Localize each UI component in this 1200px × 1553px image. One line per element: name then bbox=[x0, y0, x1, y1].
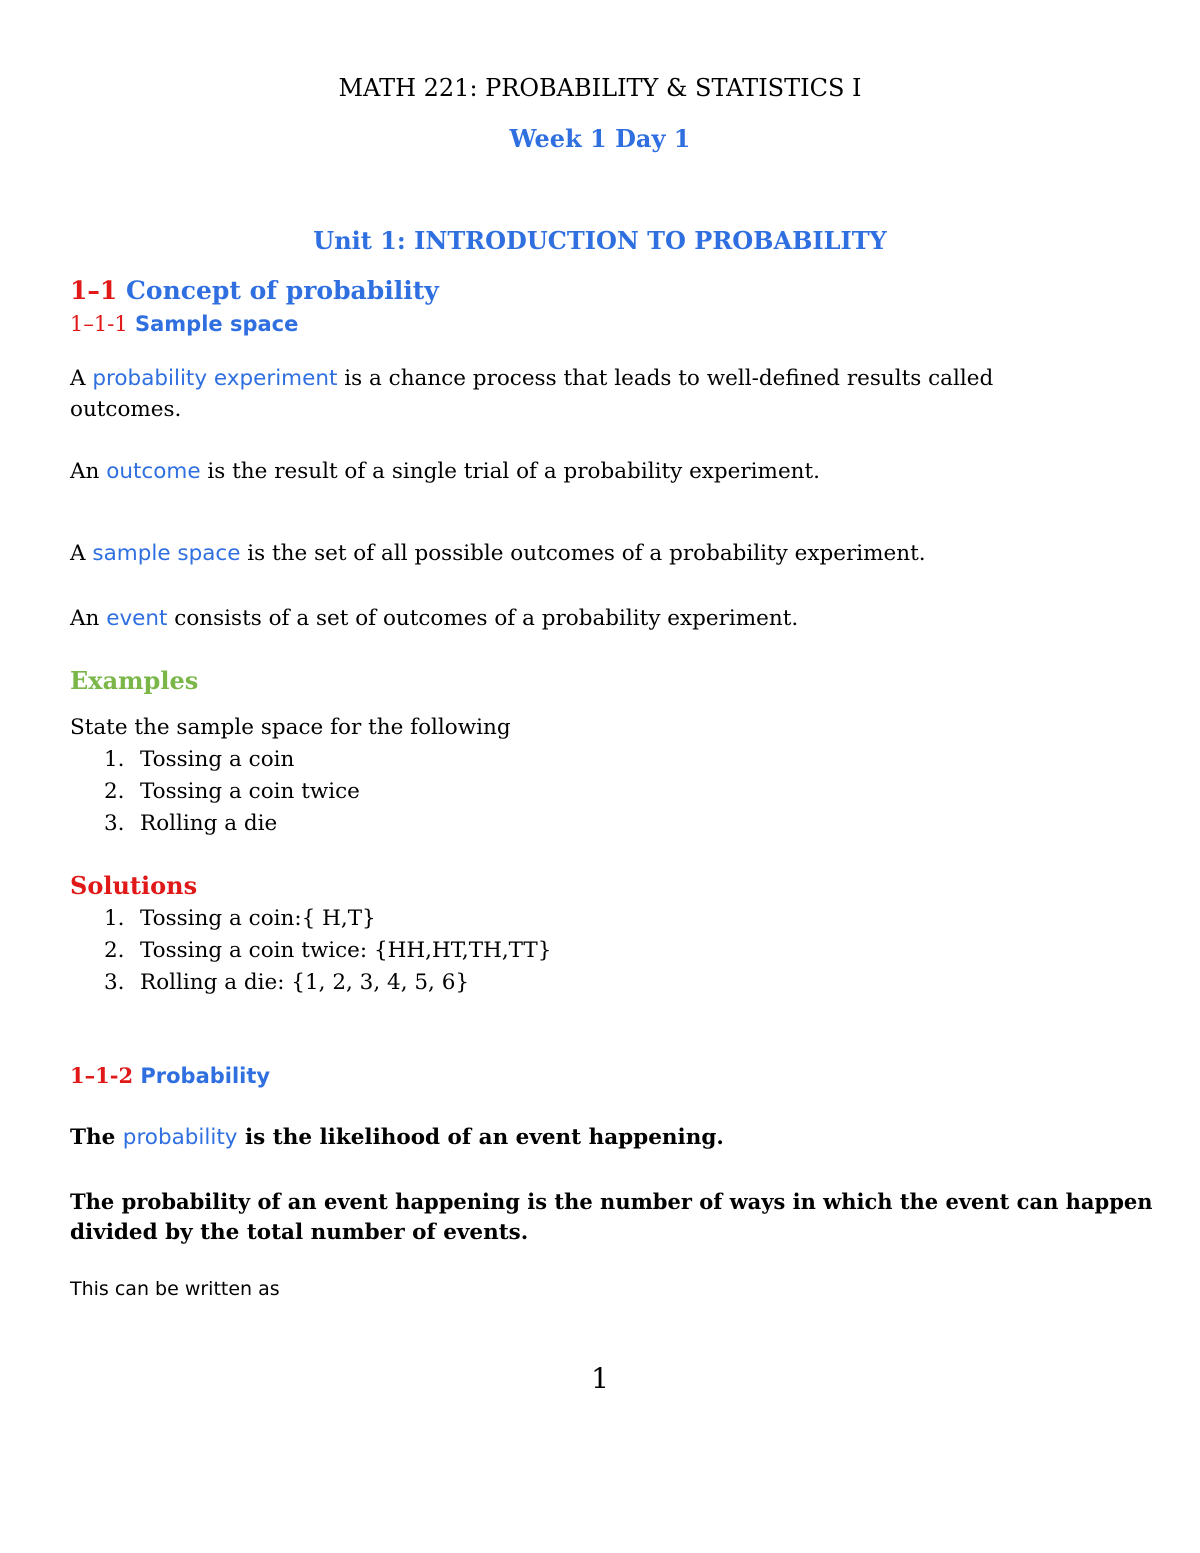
definition-sample-space: A sample space is the set of all possible outcomes of a probability experiment. bbox=[70, 541, 926, 566]
term-sample-space: sample space bbox=[92, 541, 241, 566]
subsection-title: Sample space bbox=[127, 312, 299, 336]
course-title: MATH 221: PROBABILITY & STATISTICS I bbox=[338, 74, 862, 102]
list-item: 1. Tossing a coin:{ H,T} bbox=[104, 906, 376, 931]
probability-definition: The probability is the likelihood of an event happening. bbox=[70, 1125, 724, 1150]
list-item: 2. Tossing a coin twice bbox=[104, 779, 360, 804]
definition-event: An event consists of a set of outcomes of a probability experiment. bbox=[70, 606, 799, 631]
term-probability: probability bbox=[122, 1125, 238, 1150]
section-1-1-heading bbox=[70, 276, 439, 305]
term-probability-experiment: probability experiment bbox=[92, 366, 338, 391]
probability-rule-line1: The probability of an event happening is the number of ways in which the event can happen bbox=[70, 1189, 1153, 1214]
definition-outcome: An outcome is the result of a single trial of a probability experiment. bbox=[70, 459, 820, 484]
definition-experiment-line2: outcomes. bbox=[70, 397, 182, 422]
written-as-text: This can be written as bbox=[70, 1278, 280, 1300]
list-item: 3. Rolling a die: {1, 2, 3, 4, 5, 6} bbox=[104, 970, 470, 995]
section-title: Concept of probability bbox=[117, 276, 439, 305]
examples-heading: Examples bbox=[70, 666, 199, 695]
list-item: 3. Rolling a die bbox=[104, 811, 278, 836]
term-event: event bbox=[106, 606, 168, 631]
list-item: 2. Tossing a coin twice: {HH,HT,TH,TT} bbox=[104, 938, 552, 963]
list-item: 1. Tossing a coin bbox=[104, 747, 295, 772]
examples-intro: State the sample space for the following bbox=[70, 715, 511, 740]
section-1-1-2-heading bbox=[70, 1063, 270, 1088]
unit-title: Unit 1: INTRODUCTION TO PROBABILITY bbox=[313, 226, 887, 255]
term-outcome: outcome bbox=[106, 459, 201, 484]
examples-list bbox=[104, 744, 360, 840]
subsection-number: 1–1-2 bbox=[70, 1063, 134, 1088]
solutions-heading: Solutions bbox=[70, 871, 198, 900]
section-1-1-1-heading bbox=[70, 312, 298, 336]
week-day-heading: Week 1 Day 1 bbox=[509, 124, 691, 153]
probability-rule-line2: divided by the total number of events. bbox=[70, 1220, 529, 1245]
subsection-title: Probability bbox=[133, 1064, 271, 1088]
subsection-number: 1–1-1 bbox=[70, 312, 128, 336]
section-number: 1–1 bbox=[70, 276, 118, 305]
page-number: 1 bbox=[591, 1362, 609, 1395]
definition-experiment: A probability experiment is a chance process that leads to well-defined results called bbox=[70, 366, 994, 391]
solutions-list bbox=[104, 903, 551, 999]
